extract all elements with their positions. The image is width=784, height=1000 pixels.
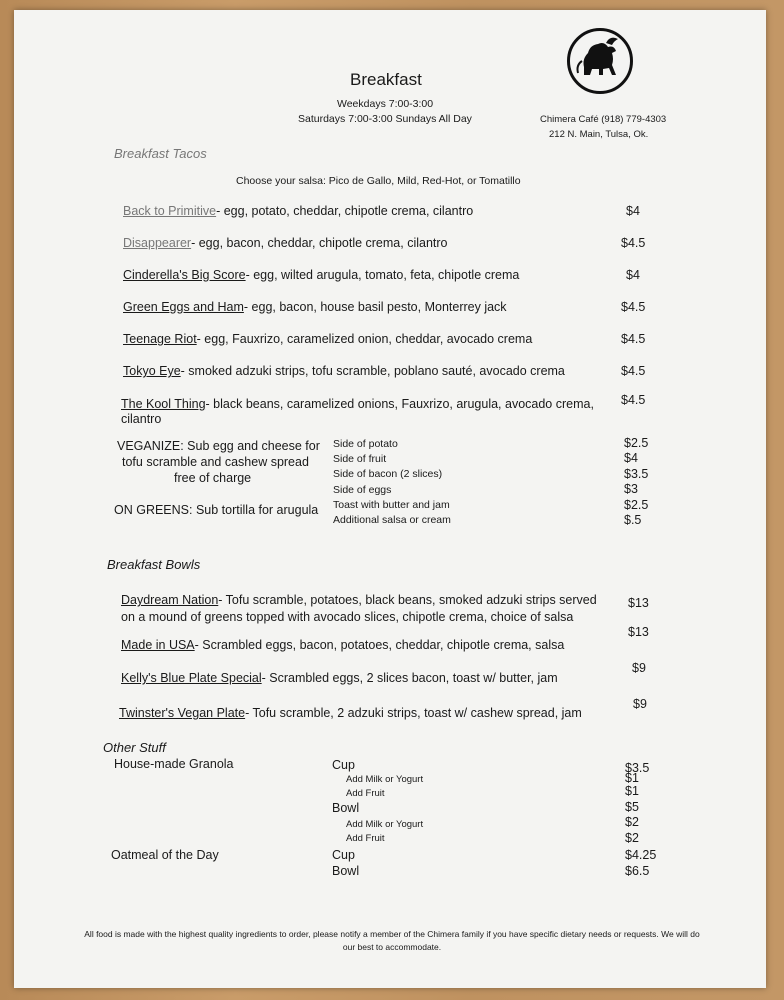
on-greens-note: ON GREENS: Sub tortilla for arugula xyxy=(114,503,319,517)
side-price: $3.5 xyxy=(624,467,649,481)
granola-bowl-price: $5 xyxy=(625,800,639,814)
veganize-note: tofu scramble and cashew spread xyxy=(122,455,309,469)
bowl-price: $9 xyxy=(633,697,647,711)
side-price: $2.5 xyxy=(624,498,649,512)
taco-item: Teenage Riot- egg, Fauxrizo, caramelized onion, cheddar, avocado crema xyxy=(123,332,533,346)
chimera-lion-icon xyxy=(570,31,630,91)
oatmeal-bowl: Bowl xyxy=(332,864,360,878)
menu-title: Breakfast xyxy=(350,70,422,89)
granola-bowl: Bowl xyxy=(332,801,360,815)
other-heading: Other Stuff xyxy=(103,740,166,755)
side-item: Additional salsa or cream xyxy=(333,514,451,526)
taco-price: $4.5 xyxy=(621,332,646,346)
taco-price: $4 xyxy=(626,204,640,218)
taco-item: Green Eggs and Ham- egg, bacon, house basil pesto, Monterrey jack xyxy=(123,300,507,314)
taco-price: $4.5 xyxy=(621,364,646,378)
cafe-address: 212 N. Main, Tulsa, Ok. xyxy=(549,129,649,140)
side-price: $4 xyxy=(624,451,638,465)
cafe-phone: Chimera Café (918) 779-4303 xyxy=(540,114,667,125)
bowl-item-cont: on a mound of greens topped with avocado slices, chipotle crema, choice of salsa xyxy=(121,610,574,624)
taco-price: $4.5 xyxy=(621,393,646,407)
granola-cup-price: $3.5 xyxy=(625,761,650,775)
bowl-price: $13 xyxy=(628,625,649,639)
weekend-hours: Saturdays 7:00-3:00 Sundays All Day xyxy=(298,113,472,125)
footer-note: All food is made with the highest quality ingredients to order, please notify a member of the Chimera family if you have specific dietary needs or requests. We will do our best to accommodate. xyxy=(84,929,700,952)
bowl-item: Kelly's Blue Plate Special- Scrambled eggs, 2 slices bacon, toast w/ butter, jam xyxy=(121,671,558,685)
granola-cup-fruit: Add Fruit xyxy=(346,788,385,799)
granola-cup: Cup xyxy=(332,758,355,772)
taco-item: Tokyo Eye- smoked adzuki strips, tofu scramble, poblano sauté, avocado crema xyxy=(123,364,565,378)
bowl-item: Made in USA- Scrambled eggs, bacon, potatoes, cheddar, chipotle crema, salsa xyxy=(121,638,565,652)
weekday-hours: Weekdays 7:00-3:00 xyxy=(337,98,434,110)
granola-cup-fruit-price: $1 xyxy=(625,784,639,798)
taco-item: Disappearer- egg, bacon, cheddar, chipotle crema, cilantro xyxy=(123,236,448,250)
granola-cup-milk: Add Milk or Yogurt xyxy=(346,774,424,785)
side-price: $2.5 xyxy=(624,436,649,450)
bowl-price: $13 xyxy=(628,596,649,610)
granola-bowl-milk-price: $2 xyxy=(625,815,639,829)
oatmeal-cup: Cup xyxy=(332,848,355,862)
bowl-item: Twinster's Vegan Plate- Tofu scramble, 2 adzuki strips, toast w/ cashew spread, jam xyxy=(119,706,582,720)
taco-price: $4 xyxy=(626,268,640,282)
granola-name: House-made Granola xyxy=(114,757,234,771)
side-price: $.5 xyxy=(624,513,642,527)
granola-bowl-milk: Add Milk or Yogurt xyxy=(346,819,424,830)
taco-price: $4.5 xyxy=(621,300,646,314)
bowl-item: Daydream Nation- Tofu scramble, potatoes, black beans, smoked adzuki strips served xyxy=(121,593,597,607)
taco-item: Back to Primitive- egg, potato, cheddar, chipotle crema, cilantro xyxy=(123,204,474,218)
granola-bowl-fruit-price: $2 xyxy=(625,831,639,845)
side-item: Side of fruit xyxy=(333,453,387,465)
granola-bowl-fruit: Add Fruit xyxy=(346,833,385,844)
taco-item-cont: cilantro xyxy=(121,412,162,426)
oatmeal-cup-price: $4.25 xyxy=(625,848,657,862)
side-item: Side of bacon (2 slices) xyxy=(333,468,443,480)
granola-cup-milk-price: $1 xyxy=(625,771,639,785)
taco-price: $4.5 xyxy=(621,236,646,250)
side-item: Side of potato xyxy=(333,438,398,450)
taco-item: Cinderella's Big Score- egg, wilted arugula, tomato, feta, chipotle crema xyxy=(123,268,520,282)
oatmeal-name: Oatmeal of the Day xyxy=(111,848,219,862)
taco-item: The Kool Thing- black beans, caramelized onions, Fauxrizo, arugula, avocado crema, xyxy=(121,397,594,411)
salsa-note: Choose your salsa: Pico de Gallo, Mild, Red-Hot, or Tomatillo xyxy=(236,175,521,187)
bowls-heading: Breakfast Bowls xyxy=(107,557,201,572)
tacos-heading: Breakfast Tacos xyxy=(114,146,207,161)
veganize-note: VEGANIZE: Sub egg and cheese for xyxy=(117,439,320,453)
bowl-price: $9 xyxy=(632,661,646,675)
side-price: $3 xyxy=(624,482,638,496)
side-item: Side of eggs xyxy=(333,484,392,496)
side-item: Toast with butter and jam xyxy=(333,499,450,511)
veganize-note: free of charge xyxy=(174,471,252,485)
chimera-logo xyxy=(567,28,633,94)
oatmeal-bowl-price: $6.5 xyxy=(625,864,650,878)
